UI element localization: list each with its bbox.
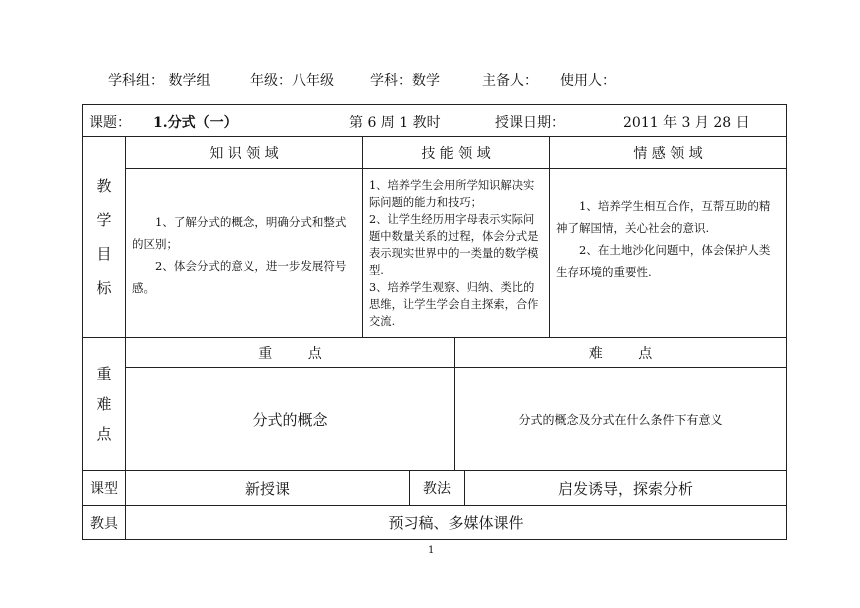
key-point-text: 分式的概念: [125, 367, 455, 471]
topic-row: [82, 104, 787, 137]
teaching-method-value: 启发诱导，探索分析: [464, 470, 787, 506]
key-points-label-char: 重: [96, 365, 112, 383]
emotion-item: 1、培养学生相互合作，互帮互助的精神了解国情，关心社会的意识.: [556, 199, 771, 235]
knowledge-item: 1、了解分式的概念，明确分式和整式的区别；: [132, 215, 347, 251]
objectives-label-char: 目: [96, 245, 112, 263]
objectives-label: [82, 136, 126, 338]
user: 使用人：: [560, 73, 616, 89]
skills-item: 1、培养学生会用所学知识解决实际问题的能力和技巧；: [369, 179, 535, 209]
knowledge-header: 知 识 领 域: [125, 136, 363, 169]
emotion-item: 2、在土地沙化问题中，体会保护人类生存环境的重要性.: [556, 243, 771, 279]
date-label: 授课日期：: [495, 115, 565, 131]
lesson-plan-table: [82, 104, 787, 540]
teaching-tools-label: 教具: [82, 505, 126, 540]
week-period: 第 6 周 1 教时: [349, 115, 441, 131]
emotion-content: [549, 168, 787, 338]
document-header: [108, 70, 808, 90]
skills-content: [362, 168, 550, 338]
key-points-label-char: 点: [96, 425, 112, 443]
objectives-label-char: 教: [96, 177, 112, 195]
knowledge-content: [125, 168, 363, 338]
page-number: 1: [428, 545, 435, 556]
topic-value: 1.分式（一）: [153, 115, 238, 131]
teaching-tools-value: 预习稿、多媒体课件: [125, 505, 787, 540]
lesson-type-value: 新授课: [125, 470, 410, 506]
skills-header: 技 能 领 域: [362, 136, 550, 169]
objectives-label-char: 标: [96, 279, 112, 297]
difficult-point-text: 分式的概念及分式在什么条件下有意义: [454, 367, 787, 471]
preparer: 主备人：: [482, 73, 538, 89]
grade: 年级：八年级: [250, 73, 334, 89]
knowledge-item: 2、体会分式的意义，进一步发展符号感。: [132, 259, 347, 295]
objectives-label-char: 学: [96, 211, 112, 229]
topic-label: 课题：: [89, 115, 131, 131]
teaching-method-label: 教法: [409, 470, 465, 506]
date-value: 2011 年 3 月 28 日: [623, 115, 750, 131]
difficult-point-header: 难 点: [454, 337, 787, 368]
emotion-header: 情 感 领 域: [549, 136, 787, 169]
subject: 学科：数学: [370, 73, 440, 89]
lesson-type-label: 课型: [82, 470, 126, 506]
skills-item: 2、让学生经历用字母表示实际问题中数量关系的过程，体会分式是表示现实世界中的一类量的数学模型.: [369, 213, 539, 277]
key-points-label-char: 难: [96, 395, 112, 413]
skills-item: 3、培养学生观察、归纳、类比的思维，让学生学会自主探索，合作交流.: [369, 281, 539, 328]
key-point-header: 重 点: [125, 337, 455, 368]
subject-group: 学科组： 数学组: [108, 73, 211, 89]
key-points-label: [82, 337, 126, 471]
